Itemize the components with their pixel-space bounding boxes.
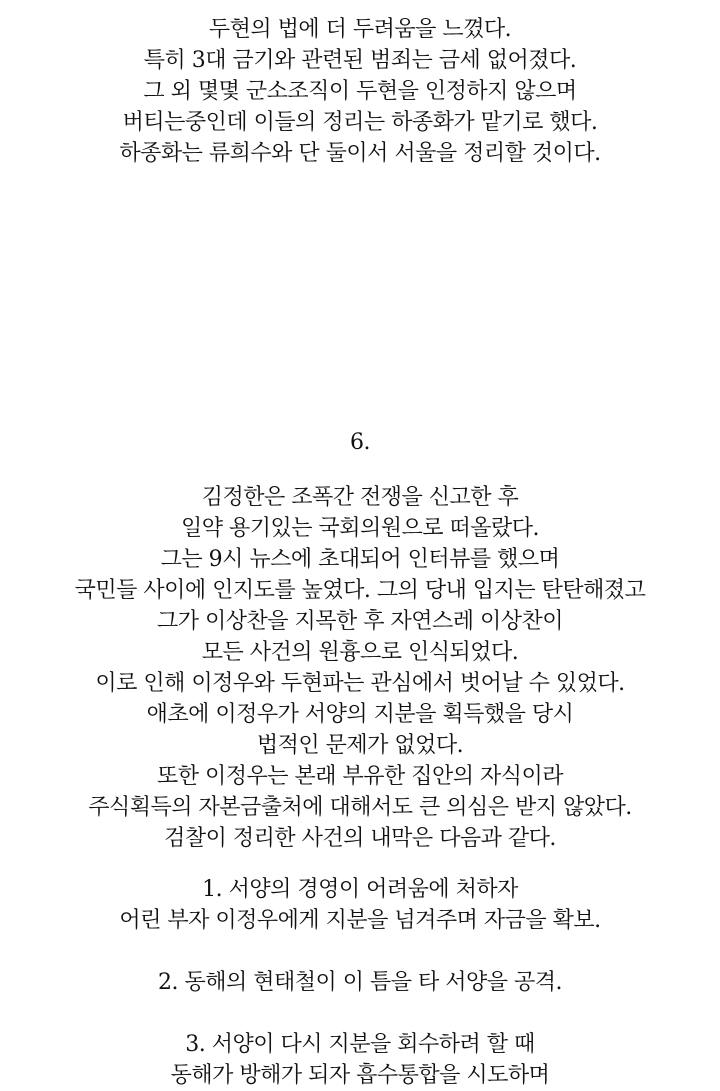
text-line: 주식획득의 자본금출처에 대해서도 큰 의심은 받지 않았다. — [88, 795, 632, 820]
text-line: 이로 인해 이정우와 두현파는 관심에서 벗어날 수 있었다. — [95, 671, 625, 696]
text-line: 하종화는 류희수와 단 둘이서 서울을 정리할 것이다. — [119, 141, 601, 166]
text-line: 모든 사건의 원흉으로 인식되었다. — [201, 640, 519, 665]
list-item-3-line: 동해가 방해가 되자 흡수통합을 시도하며 — [170, 1063, 550, 1088]
list-item-1-line: 어린 부자 이정우에게 지분을 넘겨주며 자금을 확보. — [119, 908, 601, 933]
text-line: 그 외 몇몇 군소조직이 두현을 인정하지 않으며 — [143, 79, 577, 104]
list-item-1-line: 1. 서양의 경영이 어려움에 처하자 — [202, 877, 518, 902]
text-line: 애초에 이정우가 서양의 지분을 획득했을 당시 — [146, 702, 574, 727]
numbered-list — [0, 874, 720, 1091]
text-line: 검찰이 정리한 사건의 내막은 다음과 같다. — [164, 826, 556, 851]
text-line: 일약 용기있는 국회의원으로 떠올랐다. — [180, 516, 539, 541]
text-line: 또한 이정우는 본래 부유한 집안의 자식이라 — [156, 764, 563, 789]
section-number: 6. — [350, 430, 370, 455]
text-line: 두현의 법에 더 두려움을 느꼈다. — [208, 17, 512, 42]
list-item-3-line: 3. 서양이 다시 지분을 회수하려 할 때 — [185, 1032, 535, 1057]
text-line: 국민들 사이에 인지도를 높였다. 그의 당내 입지는 탄탄해졌고 — [74, 578, 646, 603]
partial-line — [0, 0, 720, 14]
main-paragraph — [0, 482, 720, 854]
text-line: 버티는중인데 이들의 정리는 하종화가 맡기로 했다. — [122, 110, 598, 135]
text-line: 법적인 문제가 없었다. — [256, 733, 464, 758]
text-line: 특히 3대 금기와 관련된 범죄는 금세 없어졌다. — [143, 48, 577, 73]
text-line: 그가 이상찬을 지목한 후 자연스레 이상찬이 — [156, 609, 563, 634]
text-line: 김정한은 조폭간 전쟁을 신고한 후 — [201, 485, 519, 510]
text-line: 그는 9시 뉴스에 초대되어 인터뷰를 했으며 — [160, 547, 560, 572]
list-spacer — [0, 936, 720, 967]
list-spacer — [0, 998, 720, 1029]
section-heading — [0, 427, 720, 458]
list-item-2-line: 2. 동해의 현태철이 이 틈을 타 서양을 공격. — [158, 970, 562, 995]
top-paragraph — [0, 0, 720, 169]
